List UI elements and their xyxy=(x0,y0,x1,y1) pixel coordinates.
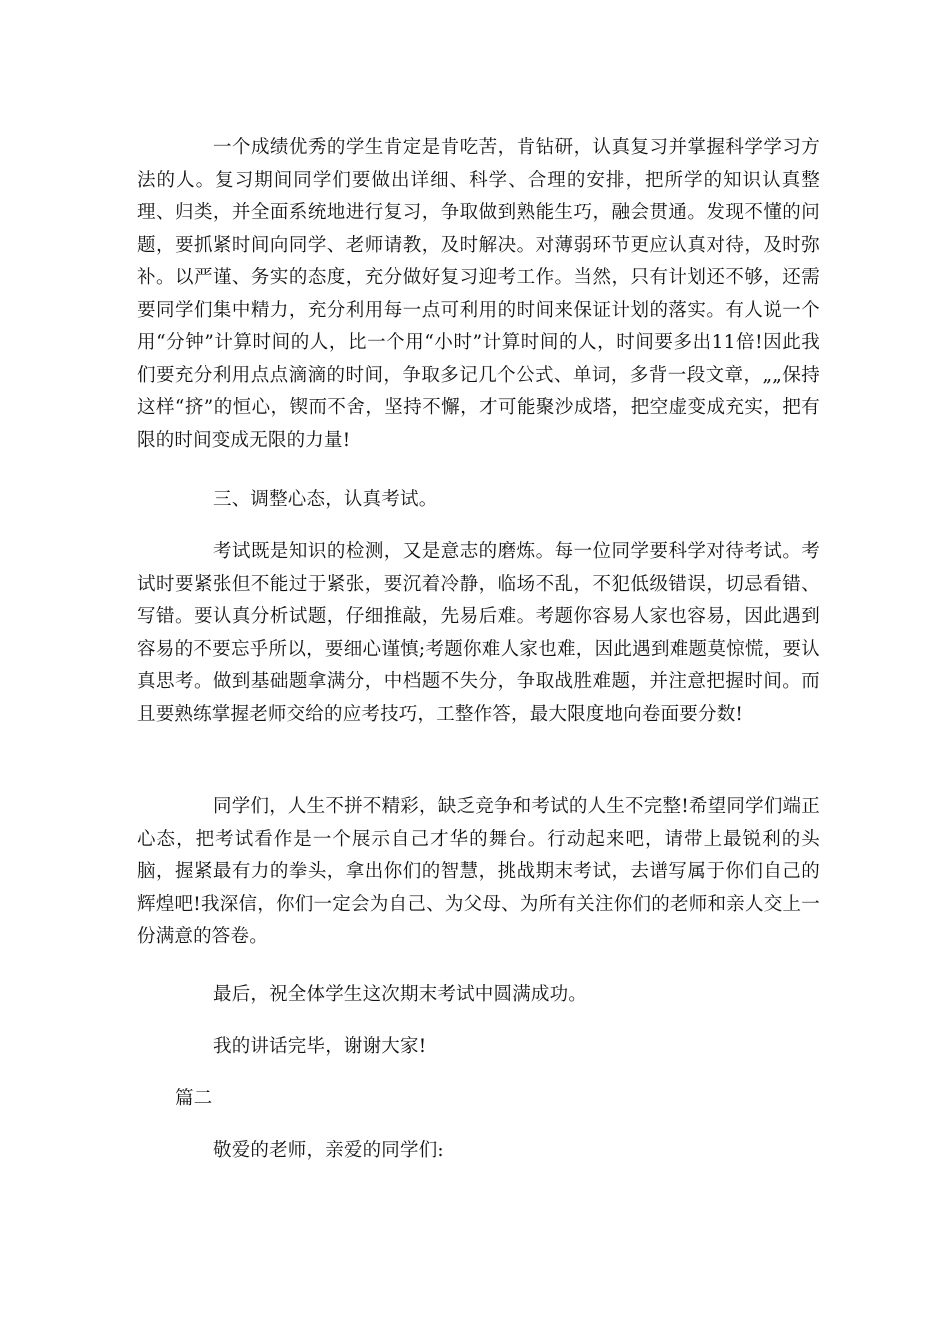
paragraph-exam-attitude: 考试既是知识的检测，又是意志的磨炼。每一位同学要科学对待考试。考试时要紧张但不能过于紧张，要沉着冷静，临场不乱，不犯低级错误，切忌看错、写错。要认真分析试题，仔细推敲，先易后难。考题你容易人家也容易，因此遇到容易的不要忘乎所以，要细心谨慎;考题你难人家也难，因此遇到难题莫惊慌，要认真思考。做到基础题拿满分，中档题不失分，争取战胜难题，并注意把握时间。而且要熟练掌握老师交给的应考技巧，工整作答，最大限度地向卷面要分数! xyxy=(137,541,820,725)
salutation: 敬爱的老师，亲爱的同学们: xyxy=(213,1140,444,1161)
paragraph-review-method: 一个成绩优秀的学生肯定是肯吃苦，肯钻研，认真复习并掌握科学学习方法的人。复习期间同学们要做出详细、科学、合理的安排，把所学的知识认真整理、归类，并全面系统地进行复习，争取做到熟能生巧，融会贯通。发现不懂的问题，要抓紧时间向同学、老师请教，及时解决。对薄弱环节更应认真对待，及时弥补。以严谨、务实的态度，充分做好复习迎考工作。当然，只有计划还不够，还需要同学们集中精力，充分利用每一点可利用的时间来保证计划的落实。有人说一个用“分钟”计算时间的人，比一个用“小时”计算时间的人，时间要多出11倍!因此我们要充分利用点点滴滴的时间，争取多记几个公式、单词，多背一段文章，„„保持这样“挤”的恒心，锲而不舍，坚持不懈，才可能聚沙成塔，把空虚变成充实，把有限的时间变成无限的力量! xyxy=(137,137,820,451)
section-label-part-two: 篇二 xyxy=(175,1088,213,1109)
section-heading-adjust-mindset: 三、调整心态，认真考试。 xyxy=(213,489,438,510)
paragraph-encouragement: 同学们，人生不拼不精彩，缺乏竞争和考试的人生不完整!希望同学们端正心态，把考试看作是一个展示自己才华的舞台。行动起来吧，请带上最锐利的头脑，握紧最有力的拳头，拿出你们的智慧，挑战期末考试，去谱写属于你们自己的辉煌吧!我深信，你们一定会为自己、为父母、为所有关注你们的老师和亲人交上一份满意的答卷。 xyxy=(137,796,820,947)
paragraph-closing-wish: 最后，祝全体学生这次期末考试中圆满成功。 xyxy=(213,984,588,1005)
paragraph-speech-end: 我的讲话完毕，谢谢大家! xyxy=(213,1036,427,1057)
